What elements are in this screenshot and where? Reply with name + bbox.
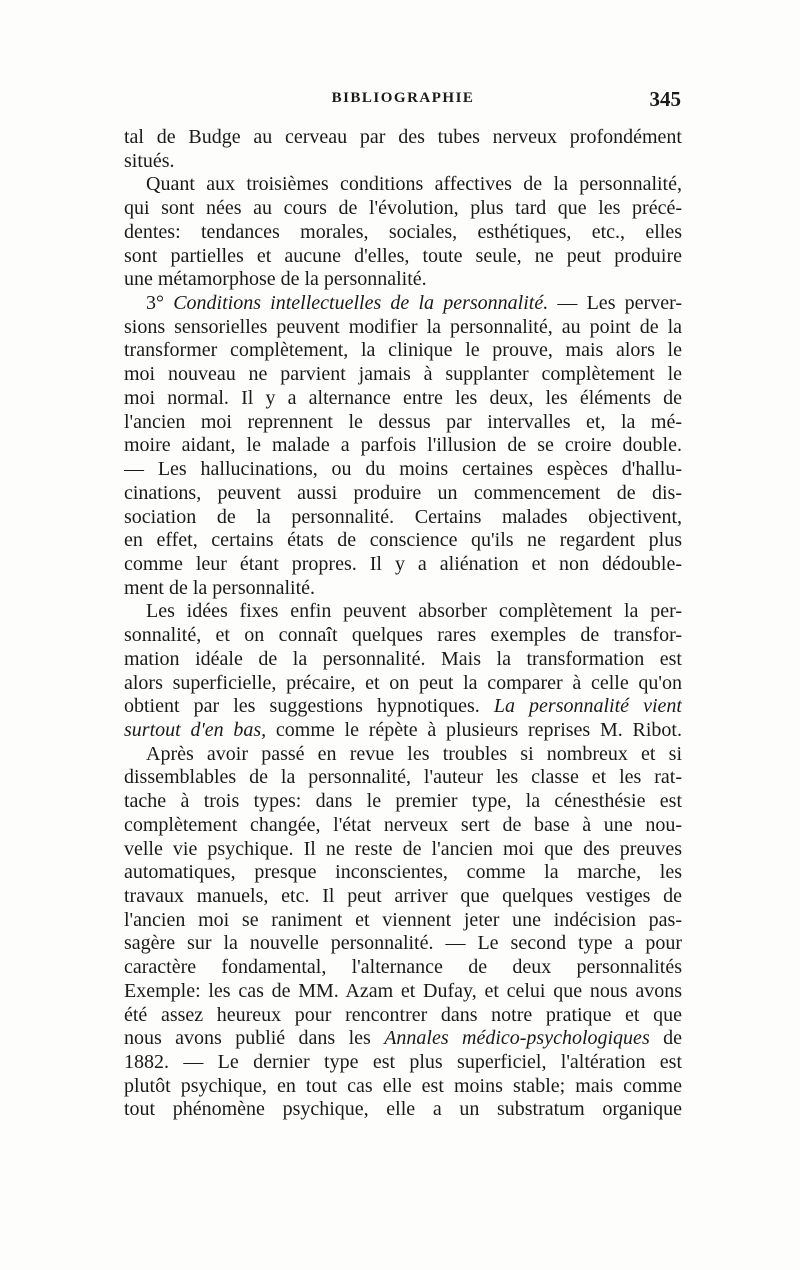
text-line: Quant aux troisièmes conditions affectives de la personnalité,: [146, 173, 682, 196]
text-line: tal de Budge au cerveau par des tubes nerveux profondément: [124, 126, 682, 148]
text-line: moi normal. Il y a alternance entre les deux, les éléments de: [124, 386, 682, 409]
text-line: l'ancien moi reprennent le dessus par intervalles et, la mé-: [124, 410, 682, 433]
text-line: complètement changée, l'état nerveux sert de base à une nou-: [124, 813, 682, 836]
text-line: dissemblables de la personnalité, l'auteur les classe et les rat-: [124, 766, 682, 789]
text-line: sont partielles et aucune d'elles, toute seule, ne peut produire: [124, 244, 682, 267]
text-line: moi nouveau ne parvient jamais à supplanter complètement le: [124, 363, 682, 386]
text-line: automatiques, presque inconscientes, comme la marche, les: [124, 861, 682, 884]
text-line: alors superficielle, précaire, et on peut la comparer à celle qu'on: [124, 671, 682, 694]
text-line: 3° Conditions intellectuelles de la personnalité. — Les perver-: [146, 292, 682, 315]
text-line: sonnalité, et on connaît quelques rares exemples de transfor-: [124, 624, 682, 647]
text-line: une métamorphose de la personnalité.: [124, 268, 427, 291]
page-header: [125, 87, 681, 118]
text-line: velle vie psychique. Il ne reste de l'ancien moi que des preuves: [124, 837, 682, 860]
page-number: 345: [649, 87, 681, 111]
running-head: BIBLIOGRAPHIE: [331, 90, 475, 106]
text-line: cinations, peuvent aussi produire un commencement de dis-: [124, 481, 682, 504]
text-line: Les idées fixes enfin peuvent absorber complètement la per-: [146, 600, 682, 623]
text-line: sagère sur la nouvelle personnalité. — Le second type a pour: [124, 932, 682, 955]
text-line: sociation de la personnalité. Certains malades objectivent,: [124, 505, 682, 528]
text-line: nous avons publié dans les Annales médico-psychologiques de: [124, 1027, 682, 1050]
text-line: en effet, certains états de conscience qu'ils ne regardent plus: [124, 529, 682, 552]
text-line: ment de la personnalité.: [124, 576, 316, 599]
text-line: travaux manuels, etc. Il peut arriver que quelques vestiges de: [124, 885, 682, 907]
text-line: qui sont nées au cours de l'évolution, plus tard que les précé-: [124, 197, 682, 220]
text-line: moire aidant, le malade a parfois l'illusion de se croire double.: [124, 434, 682, 457]
text-line: surtout d'en bas, comme le répète à plusieurs reprises M. Ribot.: [124, 718, 682, 741]
text-line: caractère fondamental, l'alternance de deux personnalités: [124, 956, 682, 979]
body-text: [124, 126, 682, 1122]
text-line: situés.: [124, 149, 175, 172]
text-line: — Les hallucinations, ou du moins certaines espèces d'hallu-: [124, 458, 682, 481]
text-line: été assez heureux pour rencontrer dans notre pratique et que: [124, 1003, 682, 1026]
text-line: Exemple: les cas de MM. Azam et Dufay, et celui que nous avons: [124, 979, 682, 1002]
text-line: l'ancien moi se raniment et viennent jeter une indécision pas-: [124, 908, 682, 931]
text-line: dentes: tendances morales, sociales, esthétiques, etc., elles: [124, 220, 682, 243]
text-line: plutôt psychique, en tout cas elle est moins stable; mais comme: [124, 1074, 682, 1097]
text-line: 1882. — Le dernier type est plus superficiel, l'altération est: [124, 1051, 682, 1074]
text-line: comme leur étant propres. Il y a aliénation et non dédouble-: [124, 552, 682, 575]
text-line: Après avoir passé en revue les troubles si nombreux et si: [146, 742, 682, 765]
text-line: obtient par les suggestions hypnotiques. La personnalité vient: [124, 695, 682, 718]
text-line: sions sensorielles peuvent modifier la personnalité, au point de la: [124, 315, 682, 338]
text-line: mation idéale de la personnalité. Mais la transformation est: [124, 647, 682, 670]
text-line: tache à trois types: dans le premier type, la cénesthésie est: [124, 790, 682, 813]
text-line: transformer complètement, la clinique le prouve, mais alors le: [124, 339, 682, 362]
text-line: tout phénomène psychique, elle a un substratum organique: [124, 1098, 682, 1121]
